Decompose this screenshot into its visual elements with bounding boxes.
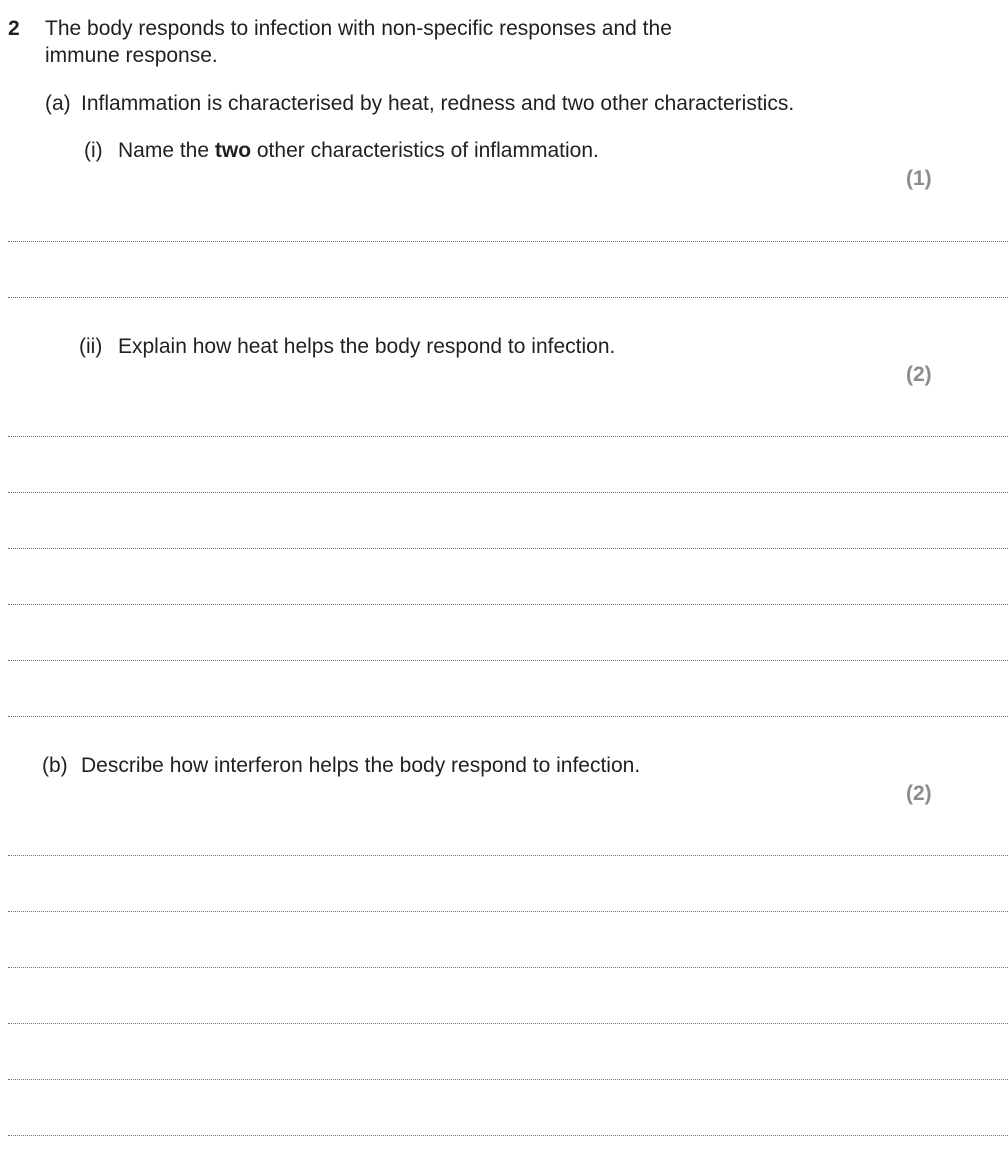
part-a-ii-label: (ii) <box>79 335 103 358</box>
answer-line-a-ii-6[interactable] <box>8 716 1008 717</box>
part-b-text: Describe how interferon helps the body respond to infection. <box>81 754 641 777</box>
part-a-text: Inflammation is characterised by heat, redness and two other characteristics. <box>81 92 795 115</box>
answer-line-a-ii-1[interactable] <box>8 436 1008 437</box>
part-a-i-marks: (1) <box>906 167 932 190</box>
answer-line-a-i-2[interactable] <box>8 297 1008 298</box>
part-b-marks: (2) <box>906 782 932 805</box>
question-stem-line-1: The body responds to infection with non-specific responses and the <box>45 17 672 40</box>
part-a-i-text-before: Name the <box>118 139 215 162</box>
part-a-ii-text: Explain how heat helps the body respond to infection. <box>118 335 616 358</box>
answer-line-a-ii-5[interactable] <box>8 660 1008 661</box>
part-a-i-text <box>118 137 599 164</box>
answer-line-b-3[interactable] <box>8 967 1008 968</box>
answer-line-b-4[interactable] <box>8 1023 1008 1024</box>
part-a-i-label: (i) <box>84 139 103 162</box>
part-b-label: (b) <box>42 754 68 777</box>
part-a-label: (a) <box>45 92 71 115</box>
part-a-i-text-after: other characteristics of inflammation. <box>251 139 599 162</box>
answer-line-a-ii-2[interactable] <box>8 492 1008 493</box>
question-stem-line-2: immune response. <box>45 44 218 67</box>
part-a-ii-marks: (2) <box>906 363 932 386</box>
answer-line-a-i-1[interactable] <box>8 241 1008 242</box>
part-a-i-text-bold: two <box>214 139 252 162</box>
question-number: 2 <box>8 17 20 40</box>
answer-line-b-6[interactable] <box>8 1135 1008 1136</box>
answer-line-a-ii-3[interactable] <box>8 548 1008 549</box>
answer-line-a-ii-4[interactable] <box>8 604 1008 605</box>
answer-line-b-1[interactable] <box>8 855 1008 856</box>
answer-line-b-5[interactable] <box>8 1079 1008 1080</box>
answer-line-b-2[interactable] <box>8 911 1008 912</box>
